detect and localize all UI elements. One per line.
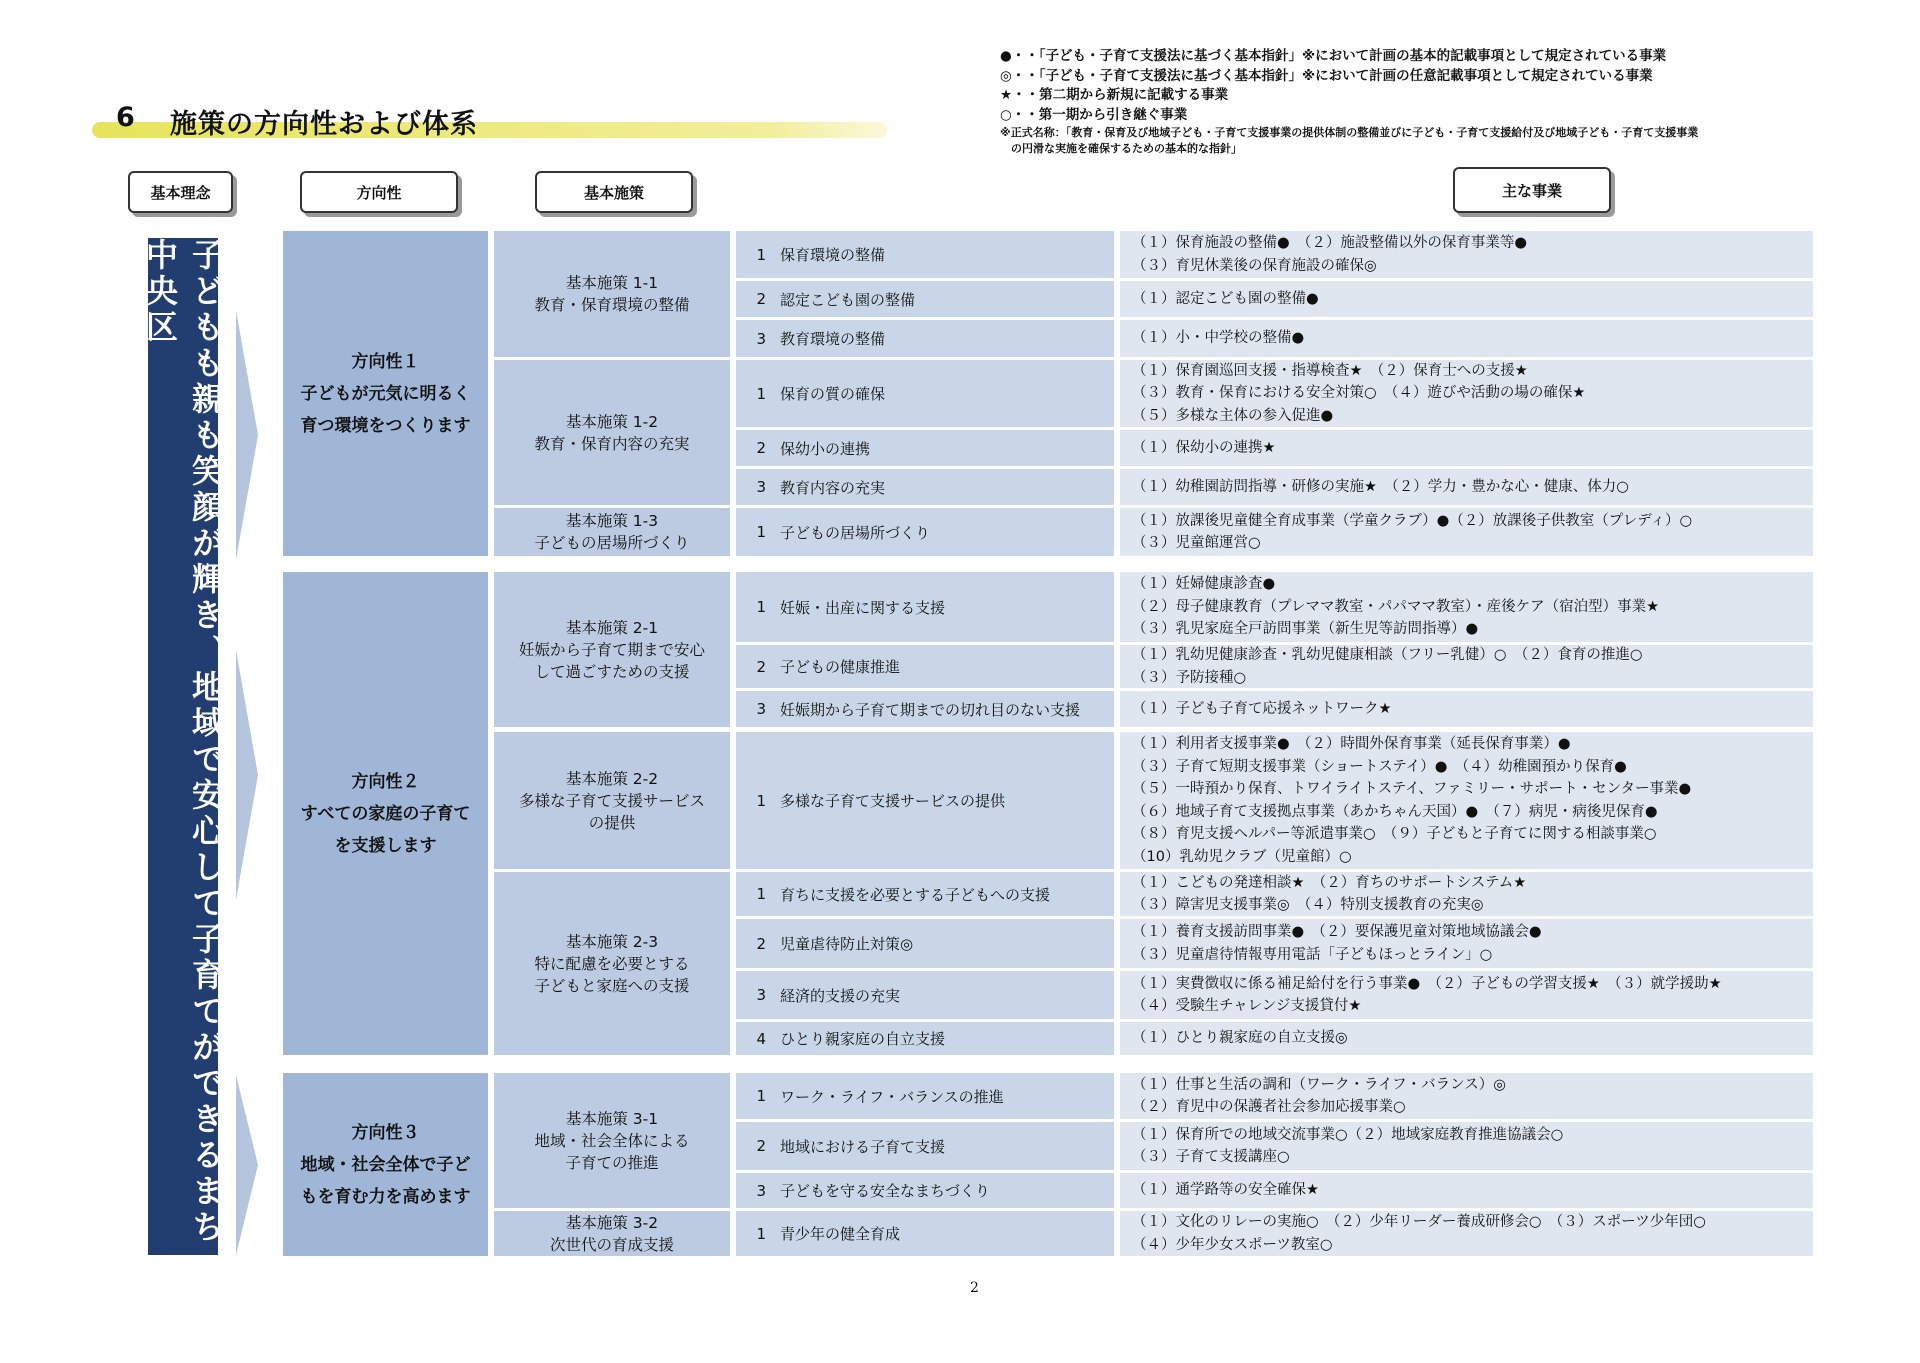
section-number: 6 — [116, 102, 135, 133]
project-cell — [1120, 360, 1813, 427]
subpolicy-title: 保育の質の確保 — [780, 385, 886, 403]
policy-2-2 — [494, 732, 730, 869]
project-line: （３）子育て短期支援事業（ショートステイ）● （４）幼稚園預かり保育● — [1132, 758, 1627, 775]
policy-2-1 — [494, 572, 730, 727]
basic-principle-banner — [141, 238, 225, 1255]
direction-1 — [283, 231, 488, 556]
policy-3-2 — [494, 1211, 730, 1256]
basic-principle-text: 子どもも親も笑顔が輝き、地域で安心して子育てができるまち中央区 — [141, 238, 225, 1246]
policy-3-1 — [494, 1073, 730, 1208]
project-cell — [1120, 691, 1813, 727]
legend-line: ★・・第二期から新規に記載する事業 — [1000, 87, 1229, 103]
project-cell — [1120, 971, 1813, 1019]
subpolicy-title: 経済的支援の充実 — [780, 986, 901, 1005]
project-cell — [1120, 320, 1813, 357]
project-line: （１）妊婦健康診査● — [1132, 576, 1276, 593]
legend-note: ※正式名称：「教育・保育及び地域子ども・子育て支援事業の提供体制の整備並びに子ども・子育て支援給付及び地域子ども・子育て支援事業 — [1000, 126, 1699, 139]
subpolicy-title: 育ちに支援を必要とする子どもへの支援 — [780, 885, 1051, 904]
subpolicy-number: 2 — [756, 657, 766, 676]
subpolicy-row — [736, 1173, 1114, 1208]
project-line: （４）少年少女スポーツ教室○ — [1132, 1236, 1333, 1253]
policy-2-3 — [494, 872, 730, 1055]
project-line: （１）実費徴収に係る補足給付を行う事業● （２）子どもの学習支援★ （３）就学援助★ — [1132, 975, 1722, 992]
section-heading — [92, 100, 892, 144]
subpolicy-number: 1 — [756, 384, 766, 403]
project-line: （２）母子健康教育（プレママ教室・パパママ教室）・産後ケア（宿泊型）事業★ — [1132, 598, 1660, 615]
project-cell — [1120, 572, 1813, 642]
project-line: （３）教育・保育における安全対策○ （４）遊びや活動の場の確保★ — [1132, 385, 1586, 402]
subpolicy-row — [736, 572, 1114, 642]
subpolicy-title: 子どもの健康推進 — [780, 658, 901, 676]
subpolicy-number: 1 — [756, 523, 766, 541]
subpolicy-number: 1 — [756, 1087, 766, 1105]
project-line: （６）地域子育て支援拠点事業（あかちゃん天国）● （７）病児・病後児保育● — [1132, 803, 1658, 820]
section-title: 施策の方向性および体系 — [170, 109, 478, 140]
project-line: （１）通学路等の安全確保★ — [1132, 1182, 1319, 1199]
subpolicy-title: 子どもを守る安全なまちづくり — [780, 1182, 990, 1200]
subpolicy-title: 青少年の健全育成 — [780, 1225, 901, 1243]
subpolicy-number: 3 — [756, 986, 766, 1004]
project-line: （１）養育支援訪問事業● （２）要保護児童対策地域協議会● — [1132, 924, 1542, 940]
header-principle: 基本理念 — [128, 171, 233, 213]
subpolicy-row — [736, 360, 1114, 427]
policy-text: 基本施策 3-2 次世代の育成支援 — [549, 1213, 674, 1254]
direction-2 — [283, 572, 488, 1055]
chevron-arrow-icon — [236, 1075, 258, 1255]
subpolicy-row — [736, 691, 1114, 727]
policy-1-2 — [494, 360, 730, 505]
subpolicy-number: 1 — [756, 598, 766, 616]
project-line: （１）保育園巡回支援・指導検査★ （２）保育士への支援★ — [1132, 362, 1528, 379]
project-line: （１）子ども子育て応援ネットワーク★ — [1132, 700, 1392, 717]
subpolicy-row — [736, 1073, 1114, 1119]
project-line: （10）乳幼児クラブ（児童館）○ — [1132, 848, 1352, 865]
policy-text: 基本施策 2-3 特に配慮を必要とする 子どもと家庭への支援 — [534, 932, 690, 995]
project-line: （１）保幼小の連携★ — [1132, 439, 1276, 456]
project-line: （１）保育施設の整備● （２）施設整備以外の保育事業等● — [1132, 235, 1528, 251]
subpolicy-row — [736, 469, 1114, 505]
project-line: （３）乳児家庭全戸訪問事業（新生児等訪問指導）● — [1132, 621, 1479, 638]
project-line: （１）放課後児童健全育成事業（学童クラブ）●（２）放課後子供教室（プレディ）○ — [1132, 512, 1693, 529]
subpolicy-number: 1 — [756, 885, 766, 903]
legend-line: ○・・第一期から引き継ぐ事業 — [1000, 106, 1188, 123]
legend-line: ●・・「子ども・子育て支援法に基づく基本指針」※において計画の基本的記載事項として規定されている事業 — [1000, 48, 1667, 64]
subpolicy-row — [736, 1211, 1114, 1256]
subpolicy-number: 2 — [756, 290, 766, 308]
subpolicy-title: 多様な子育て支援サービスの提供 — [780, 792, 1006, 810]
subpolicy-row — [736, 872, 1114, 916]
direction-text: 方向性１ 子どもが元気に明るく 育つ環境をつくります — [300, 351, 471, 436]
project-cell — [1120, 1073, 1813, 1119]
subpolicy-row — [736, 919, 1114, 968]
project-line: （１）仕事と生活の調和（ワーク・ライフ・バランス）◎ — [1132, 1076, 1506, 1093]
project-line: （３）子育て支援講座○ — [1132, 1149, 1290, 1165]
subpolicy-number: 2 — [756, 934, 766, 953]
subpolicy-title: 教育内容の充実 — [780, 478, 886, 497]
project-line: （１）乳幼児健康診査・乳幼児健康相談（フリー乳健）○ （２）食育の推進○ — [1132, 647, 1643, 663]
subpolicy-number: 3 — [756, 478, 766, 496]
project-line: （１）幼稚園訪問指導・研修の実施★ （２）学力・豊かな心・健康、体力○ — [1132, 478, 1629, 495]
project-cell — [1120, 430, 1813, 466]
project-cell — [1120, 919, 1813, 968]
policy-text: 基本施策 2-2 多様な子育て支援サービス の提供 — [518, 769, 705, 832]
subpolicy-title: 認定こども園の整備 — [780, 290, 916, 309]
subpolicy-row — [736, 971, 1114, 1019]
subpolicy-number: 2 — [756, 439, 766, 457]
project-cell — [1120, 1211, 1813, 1256]
legend-line: ◎・・「子ども・子育て支援法に基づく基本指針」※において計画の任意記載事項として規定されている事業 — [1000, 67, 1653, 84]
project-line: （１）ひとり親家庭の自立支援◎ — [1132, 1030, 1348, 1047]
page-number: 2 — [970, 1280, 979, 1296]
subpolicy-row — [736, 508, 1114, 556]
subpolicy-title: 妊娠期から子育て期までの切れ目のない支援 — [780, 700, 1081, 719]
project-cell — [1120, 1173, 1813, 1208]
project-line: （３）児童館運営○ — [1132, 535, 1261, 551]
project-line: （２）育児中の保護者社会参加応援事業○ — [1132, 1099, 1406, 1115]
policy-text: 基本施策 3-1 地域・社会全体による 子育ての推進 — [534, 1109, 690, 1172]
project-cell — [1120, 645, 1813, 688]
project-line: （１）保育所での地域交流事業○（２）地域家庭教育推進協議会○ — [1132, 1126, 1564, 1143]
subpolicy-title: 子どもの居場所づくり — [780, 523, 931, 542]
subpolicy-row — [736, 1122, 1114, 1170]
project-line: （３）育児休業後の保育施設の確保◎ — [1132, 257, 1377, 274]
symbol-legend — [1000, 47, 1900, 156]
project-cell — [1120, 1122, 1813, 1170]
subpolicy-title: 児童虐待防止対策◎ — [780, 935, 914, 953]
project-line: （４）受験生チャレンジ支援貸付★ — [1132, 998, 1362, 1014]
subpolicy-title: ひとり親家庭の自立支援 — [780, 1030, 946, 1048]
header-policy: 基本施策 — [535, 171, 693, 213]
policy-text: 基本施策 1-2 教育・保育内容の充実 — [534, 412, 690, 453]
subpolicy-number: 3 — [756, 329, 766, 348]
subpolicy-title: 教育環境の整備 — [780, 330, 886, 348]
project-line: （３）児童虐待情報専用電話「子どもほっとライン」○ — [1132, 946, 1493, 963]
subpolicy-row — [736, 430, 1114, 466]
direction-3 — [283, 1073, 488, 1256]
chevron-arrow-icon — [236, 310, 258, 560]
project-line: （８）育児支援ヘルパー等派遣事業○ （９）子どもと子育てに関する相談事業○ — [1132, 826, 1657, 842]
project-cell — [1120, 281, 1813, 317]
policy-1-1 — [494, 231, 730, 357]
chevron-arrow-icon — [236, 650, 258, 900]
project-line: （１）文化のリレーの実施○ （２）少年リーダー養成研修会○ （３）スポーツ少年団○ — [1132, 1214, 1706, 1230]
project-line: （５）多様な主体の参入促進● — [1132, 407, 1334, 424]
subpolicy-number: 4 — [756, 1029, 766, 1048]
project-line: （３）障害児支援事業◎ （４）特別支援教育の充実◎ — [1132, 897, 1484, 913]
project-cell — [1120, 231, 1813, 278]
direction-text: 方向性３ 地域・社会全体で子ど もを育む力を高めます — [300, 1122, 471, 1207]
subpolicy-number: 1 — [756, 791, 766, 810]
subpolicy-number: 1 — [756, 1224, 766, 1243]
project-line: （１）こどもの発達相談★ （２）育ちのサポートシステム★ — [1132, 874, 1527, 891]
policy-text: 基本施策 1-3 子どもの居場所づくり — [534, 512, 690, 552]
subpolicy-row — [736, 645, 1114, 688]
subpolicy-title: 保幼小の連携 — [780, 439, 871, 458]
header-direction: 方向性 — [300, 171, 458, 213]
project-cell — [1120, 732, 1813, 869]
subpolicy-title: 保育環境の整備 — [780, 246, 886, 264]
project-line: （１）利用者支援事業● （２）時間外保育事業（延長保育事業）● — [1132, 736, 1571, 752]
policy-text: 基本施策 1-1 教育・保育環境の整備 — [534, 274, 690, 314]
subpolicy-title: 妊娠・出産に関する支援 — [780, 598, 946, 617]
project-cell — [1120, 508, 1813, 556]
project-cell — [1120, 1022, 1813, 1055]
policy-1-3 — [494, 508, 730, 556]
project-line: （３）予防接種○ — [1132, 669, 1247, 686]
subpolicy-title: 地域における子育て支援 — [780, 1137, 946, 1156]
project-line: （１）認定こども園の整備● — [1132, 290, 1319, 307]
subpolicy-title: ワーク・ライフ・バランスの推進 — [780, 1087, 1004, 1106]
subpolicy-number: 1 — [756, 245, 766, 264]
subpolicy-row — [736, 320, 1114, 357]
subpolicy-number: 3 — [756, 1181, 766, 1200]
subpolicy-row — [736, 281, 1114, 317]
project-line: （１）小・中学校の整備● — [1132, 330, 1305, 347]
header-projects: 主な事業 — [1453, 167, 1611, 213]
policy-text: 基本施策 2-1 妊娠から子育て期まで安心 して過ごすための支援 — [518, 618, 705, 681]
subpolicy-row — [736, 231, 1114, 278]
project-cell — [1120, 872, 1813, 916]
direction-text: 方向性２ すべての家庭の子育て を支援します — [300, 771, 471, 856]
legend-note: の円滑な実施を確保するための基本的な指針」 — [1000, 141, 1242, 155]
subpolicy-row — [736, 1022, 1114, 1055]
subpolicy-number: 3 — [756, 700, 766, 718]
project-line: （５）一時預かり保育、トワイライトステイ、ファミリー・サポート・センター事業● — [1132, 781, 1692, 797]
subpolicy-number: 2 — [756, 1137, 766, 1155]
subpolicy-row — [736, 732, 1114, 869]
project-cell — [1120, 469, 1813, 505]
